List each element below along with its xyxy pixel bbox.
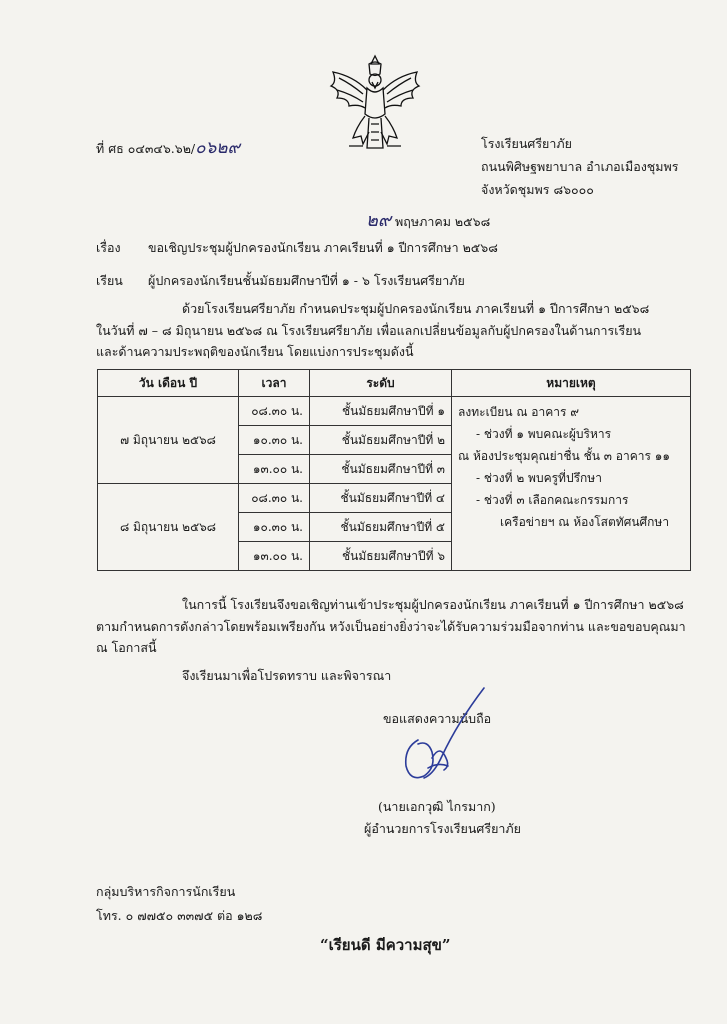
- time-cell: ๑๓.๐๐ น.: [239, 455, 310, 484]
- signer-name: (นายเอกวุฒิ ไกรมาก): [378, 799, 496, 814]
- meeting-schedule-table: [97, 369, 691, 571]
- closing-line: ในการนี้ โรงเรียนจึงขอเชิญท่านเข้าประชุมผู้ปกครองนักเรียน ภาคเรียนที่ ๑ ปีการศึกษา ๒๕๖๘: [182, 597, 684, 612]
- time-cell: ๐๘.๓๐ น.: [239, 484, 310, 513]
- recipient-label: เรียน: [96, 273, 123, 288]
- level-cell: ชั้นมัธยมศึกษาปีที่ ๖: [310, 542, 452, 571]
- school-address-line1: ถนนพิศิษฐพยาบาล อำเภอเมืองชุมพร: [481, 159, 679, 174]
- level-cell: ชั้นมัธยมศึกษาปีที่ ๔: [310, 484, 452, 513]
- request-line: จึงเรียนมาเพื่อโปรดทราบ และพิจารณา: [182, 668, 392, 683]
- time-cell: ๐๘.๓๐ น.: [239, 397, 310, 426]
- note-line: - ช่วงที่ ๒ พบครูที่ปรึกษา: [476, 471, 602, 485]
- header-date: วัน เดือน ปี: [98, 370, 239, 397]
- level-cell: ชั้นมัธยมศึกษาปีที่ ๒: [310, 426, 452, 455]
- subject-label: เรื่อง: [96, 240, 121, 255]
- header-note: หมายเหตุ: [452, 370, 691, 397]
- note-line: - ช่วงที่ ๑ พบคณะผู้บริหาร: [476, 427, 612, 441]
- date-month-year: พฤษภาคม ๒๕๖๘: [395, 214, 491, 229]
- notes-cell: [452, 397, 691, 571]
- recipient-text: ผู้ปกครองนักเรียนชั้นมัธยมศึกษาปีที่ ๑ - ๖ โรงเรียนศรียาภัย: [148, 273, 465, 288]
- note-line: ลงทะเบียน ณ อาคาร ๙: [458, 405, 580, 419]
- school-address-line2: จังหวัดชุมพร ๘๖๐๐๐: [481, 182, 594, 197]
- intro-line: ในวันที่ ๗ – ๘ มิถุนายน ๒๕๖๘ ณ โรงเรียนศรียาภัย เพื่อแลกเปลี่ยนข้อมูลกับผู้ปกครองในด้านการเรียน: [96, 322, 642, 338]
- intro-paragraph: [96, 298, 649, 363]
- handwritten-signature-icon: [388, 682, 498, 792]
- header-time: เวลา: [239, 370, 310, 397]
- closing-paragraph: [96, 594, 686, 659]
- subject-text: ขอเชิญประชุมผู้ปกครองนักเรียน ภาคเรียนที่ ๑ ปีการศึกษา ๒๕๖๘: [148, 240, 498, 255]
- signer-position: ผู้อำนวยการโรงเรียนศรียาภัย: [364, 821, 521, 836]
- day1-date: ๗ มิถุนายน ๒๕๖๘: [98, 397, 239, 484]
- header-level: ระดับ: [310, 370, 452, 397]
- time-cell: ๑๓.๐๐ น.: [239, 542, 310, 571]
- table-header-row: [98, 370, 691, 397]
- note-line: เครือข่ายฯ ณ ห้องโสตทัศนศึกษา: [500, 515, 670, 529]
- closing-line: ณ โอกาสนี้: [96, 640, 157, 655]
- level-cell: ชั้นมัธยมศึกษาปีที่ ๑: [310, 397, 452, 426]
- document-number-prefix: ที่ ศธ ๐๔๓๔๖.๖๒/: [96, 141, 196, 156]
- level-cell: ชั้นมัธยมศึกษาปีที่ ๕: [310, 513, 452, 542]
- table-row: [98, 397, 691, 426]
- signature-salutation: ขอแสดงความนับถือ: [383, 711, 492, 726]
- date-day-handwritten: ๒๙: [366, 210, 392, 231]
- letter-date: [366, 205, 490, 234]
- note-line: - ช่วงที่ ๓ เลือกคณะกรรมการ: [476, 493, 629, 507]
- time-cell: ๑๐.๓๐ น.: [239, 426, 310, 455]
- document-number: [96, 134, 240, 161]
- note-line: ณ ห้องประชุมคุณย่าชื่น ชั้น ๓ อาคาร ๑๑: [458, 449, 670, 463]
- level-cell: ชั้นมัธยมศึกษาปีที่ ๓: [310, 455, 452, 484]
- department-name: กลุ่มบริหารกิจการนักเรียน: [96, 884, 236, 899]
- time-cell: ๑๐.๓๐ น.: [239, 513, 310, 542]
- school-name: โรงเรียนศรียาภัย: [481, 136, 572, 151]
- closing-line: ตามกำหนดการดังกล่าวโดยพร้อมเพรียงกัน หวังเป็นอย่างยิ่งว่าจะได้รับความร่วมมือจากท่าน และขอขอบคุณมา: [96, 618, 686, 634]
- phone-number: โทร. ๐ ๗๗๕๐ ๓๓๗๕ ต่อ ๑๒๘: [96, 908, 263, 923]
- intro-line: ด้วยโรงเรียนศรียาภัย กำหนดประชุมผู้ปกครองนักเรียน ภาคเรียนที่ ๑ ปีการศึกษา ๒๕๖๘: [182, 301, 650, 316]
- intro-line: และด้านความประพฤติของนักเรียน โดยแบ่งการประชุมดังนี้: [96, 344, 414, 359]
- garuda-emblem-icon: [323, 52, 427, 152]
- school-motto: “เรียนดี มีความสุข”: [320, 936, 451, 954]
- day2-date: ๘ มิถุนายน ๒๕๖๘: [98, 484, 239, 571]
- document-number-handwritten: ๐๖๒๙: [195, 138, 240, 158]
